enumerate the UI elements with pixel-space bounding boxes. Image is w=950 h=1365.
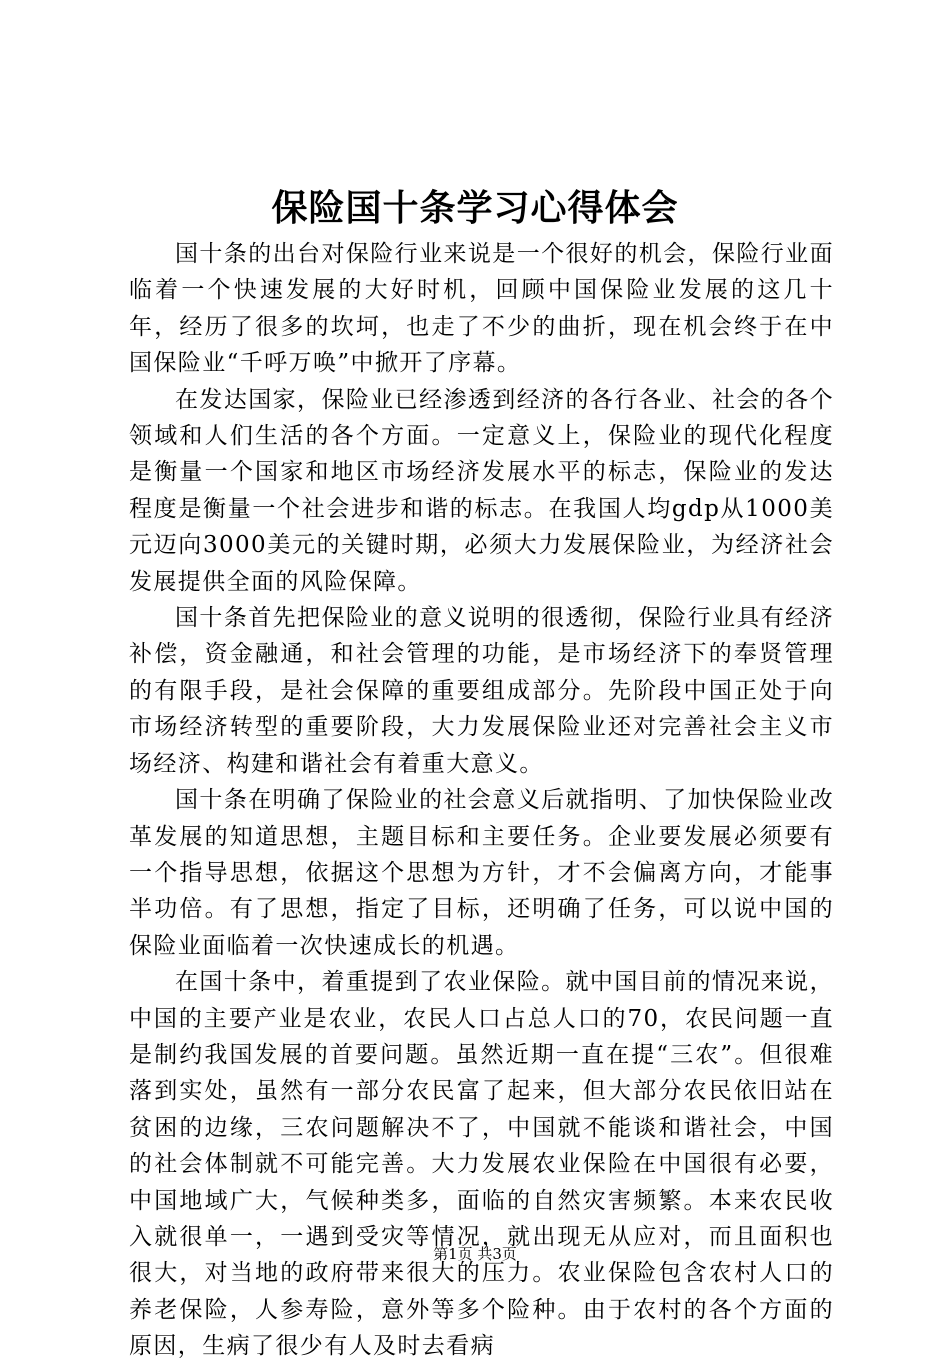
paragraph-2: 在发达国家，保险业已经渗透到经济的各行各业、社会的各个领域和人们生活的各个方面。一定意义上，保险业的现代化程度是衡量一个国家和地区市场经济发展水平的标志，保险业的发达程度是衡量一个社会进步和谐的标志。在我国人均gdp从1000美元迈向3000美元的关键时期，必须大力发展保险业，为经济社会发展提供全面的风险保障。 [129,386,834,595]
document-title: 保险国十条学习心得体会 [271,187,679,229]
paragraph-4: 国十条在明确了保险业的社会意义后就指明、了加快保险业改革发展的知道思想，主题目标和主要任务。企业要发展必须要有一个指导思想，依据这个思想为方针，才不会偏离方向，才能事半功倍。有了思想，指定了目标，还明确了任务，可以说中国的保险业面临着一次快速成长的机遇。 [129,787,834,959]
paragraph-5: 在国十条中，着重提到了农业保险。就中国目前的情况来说，中国的主要产业是农业，农民人口占总人口的70，农民问题一直是制约我国发展的首要问题。虽然近期一直在提“三农”。但很难落到实处，虽然有一部分农民富了起来，但大部分农民依旧站在贫困的边缘，三农问题解决不了，中国就不能谈和谐社会，中国的社会体制就不可能完善。大力发展农业保险在中国很有必要，中国地域广大，气候种类多，面临的自然灾害频繁。本来农民收入就很单一，一遇到受灾等情况，就出现无从应对，而且面积也很大，对当地的政府带来很大的压力。农业保险包含农村人口的养老保险，人参寿险，意外等多个险种。由于农村的各个方面的原因，生病了很少有人及时去看病 [129,969,834,1360]
paragraph-3: 国十条首先把保险业的意义说明的很透彻，保险行业具有经济补偿，资金融通，和社会管理的功能，是市场经济下的奉贤管理的有限手段，是社会保障的重要组成部分。先阶段中国正处于向市场经济转型的重要阶段，大力发展保险业还对完善社会主义市场经济、构建和谐社会有着重大意义。 [129,605,834,777]
document-body [129,236,834,1365]
page-footer: 第1页 共3页 [433,1245,517,1263]
paragraph-1: 国十条的出台对保险行业来说是一个很好的机会，保险行业面临着一个快速发展的大好时机，回顾中国保险业发展的这几十年，经历了很多的坎坷，也走了不少的曲折，现在机会终于在中国保险业“千呼万唤”中掀开了序幕。 [129,241,834,377]
